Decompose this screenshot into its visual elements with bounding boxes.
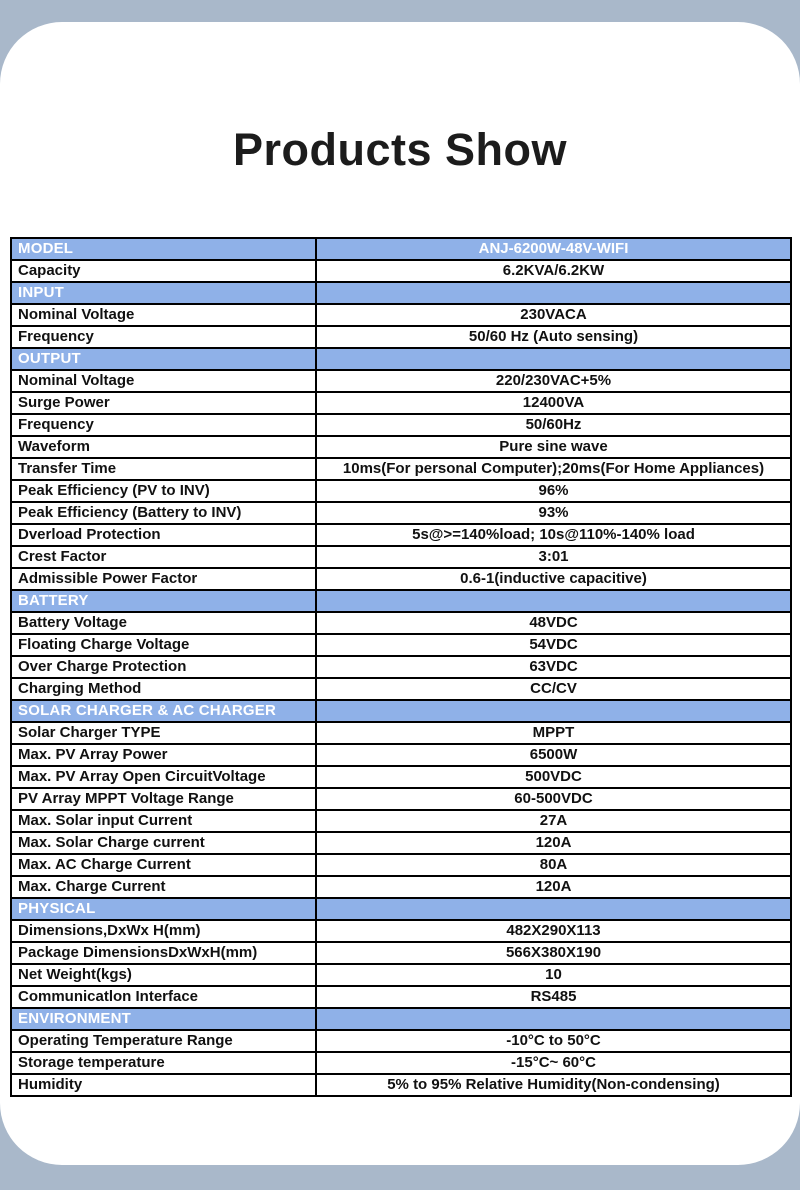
spec-label: Frequency: [11, 326, 316, 348]
spec-value: 5% to 95% Relative Humidity(Non-condensing): [316, 1074, 791, 1096]
spec-row: [11, 458, 791, 480]
section-header-label: INPUT: [11, 282, 316, 304]
section-header-label: PHYSICAL: [11, 898, 316, 920]
spec-label: Frequency: [11, 414, 316, 436]
spec-row: [11, 1052, 791, 1074]
spec-label: Transfer Time: [11, 458, 316, 480]
section-header-label: MODEL: [11, 238, 316, 260]
spec-table: [10, 237, 792, 1097]
spec-value: CC/CV: [316, 678, 791, 700]
spec-row: [11, 524, 791, 546]
spec-value: 96%: [316, 480, 791, 502]
spec-label: Dimensions,DxWx H(mm): [11, 920, 316, 942]
spec-label: Waveform: [11, 436, 316, 458]
spec-label: Peak Efficiency (Battery to INV): [11, 502, 316, 524]
spec-row: [11, 546, 791, 568]
section-header-value: [316, 898, 791, 920]
spec-row: [11, 656, 791, 678]
section-header-row: [11, 898, 791, 920]
spec-row: [11, 392, 791, 414]
spec-label: Floating Charge Voltage: [11, 634, 316, 656]
spec-value: Pure sine wave: [316, 436, 791, 458]
spec-label: Admissible Power Factor: [11, 568, 316, 590]
spec-row: [11, 568, 791, 590]
section-header-label: ENVIRONMENT: [11, 1008, 316, 1030]
spec-label: Max. PV Array Open CircuitVoltage: [11, 766, 316, 788]
spec-row: [11, 766, 791, 788]
spec-table-body: [11, 238, 791, 1096]
spec-row: [11, 854, 791, 876]
section-header-row: [11, 700, 791, 722]
spec-value: 230VACA: [316, 304, 791, 326]
spec-value: 120A: [316, 876, 791, 898]
spec-row: [11, 1030, 791, 1052]
spec-value: 482X290X113: [316, 920, 791, 942]
spec-value: 566X380X190: [316, 942, 791, 964]
section-header-label: SOLAR CHARGER & AC CHARGER: [11, 700, 316, 722]
spec-row: [11, 502, 791, 524]
spec-value: RS485: [316, 986, 791, 1008]
spec-value: 6500W: [316, 744, 791, 766]
section-header-value: [316, 590, 791, 612]
spec-label: Max. Solar Charge current: [11, 832, 316, 854]
section-header-value: ANJ-6200W-48V-WIFI: [316, 238, 791, 260]
spec-label: Nominal Voltage: [11, 370, 316, 392]
spec-row: [11, 986, 791, 1008]
spec-row: [11, 436, 791, 458]
spec-label: Communicatlon Interface: [11, 986, 316, 1008]
spec-value: MPPT: [316, 722, 791, 744]
spec-value: 93%: [316, 502, 791, 524]
spec-value: 48VDC: [316, 612, 791, 634]
spec-label: Max. Charge Current: [11, 876, 316, 898]
spec-row: [11, 722, 791, 744]
spec-label: Over Charge Protection: [11, 656, 316, 678]
spec-row: [11, 370, 791, 392]
section-header-value: [316, 700, 791, 722]
spec-value: -15°C~ 60°C: [316, 1052, 791, 1074]
spec-row: [11, 964, 791, 986]
spec-value: 10ms(For personal Computer);20ms(For Home Appliances): [316, 458, 791, 480]
spec-label: Capacity: [11, 260, 316, 282]
spec-value: 3:01: [316, 546, 791, 568]
spec-value: 63VDC: [316, 656, 791, 678]
spec-label: Max. Solar input Current: [11, 810, 316, 832]
section-header-value: [316, 282, 791, 304]
spec-label: Max. PV Array Power: [11, 744, 316, 766]
spec-row: [11, 414, 791, 436]
spec-label: Max. AC Charge Current: [11, 854, 316, 876]
spec-row: [11, 744, 791, 766]
section-header-label: OUTPUT: [11, 348, 316, 370]
spec-value: 27A: [316, 810, 791, 832]
spec-row: [11, 634, 791, 656]
section-header-value: [316, 1008, 791, 1030]
spec-row: [11, 480, 791, 502]
spec-row: [11, 1074, 791, 1096]
spec-value: 6.2KVA/6.2KW: [316, 260, 791, 282]
spec-value: 0.6-1(inductive capacitive): [316, 568, 791, 590]
page-title: Products Show: [232, 124, 568, 175]
section-header-row: [11, 282, 791, 304]
section-header-row: [11, 1008, 791, 1030]
spec-row: [11, 788, 791, 810]
section-header-row: [11, 590, 791, 612]
spec-row: [11, 920, 791, 942]
spec-row: [11, 304, 791, 326]
spec-row: [11, 612, 791, 634]
spec-row: [11, 678, 791, 700]
section-header-value: [316, 348, 791, 370]
spec-label: Peak Efficiency (PV to INV): [11, 480, 316, 502]
spec-label: PV Array MPPT Voltage Range: [11, 788, 316, 810]
spec-value: 50/60 Hz (Auto sensing): [316, 326, 791, 348]
spec-label: Net Weight(kgs): [11, 964, 316, 986]
spec-label: Charging Method: [11, 678, 316, 700]
section-header-label: BATTERY: [11, 590, 316, 612]
spec-label: Solar Charger TYPE: [11, 722, 316, 744]
spec-value: 10: [316, 964, 791, 986]
spec-row: [11, 832, 791, 854]
spec-value: 80A: [316, 854, 791, 876]
spec-row: [11, 876, 791, 898]
product-card: [0, 22, 800, 1165]
spec-value: 60-500VDC: [316, 788, 791, 810]
spec-label: Humidity: [11, 1074, 316, 1096]
spec-label: Battery Voltage: [11, 612, 316, 634]
spec-label: Dverload Protection: [11, 524, 316, 546]
section-header-row: [11, 238, 791, 260]
spec-value: 500VDC: [316, 766, 791, 788]
spec-label: Nominal Voltage: [11, 304, 316, 326]
spec-value: 5s@>=140%load; 10s@110%-140% load: [316, 524, 791, 546]
spec-label: Crest Factor: [11, 546, 316, 568]
spec-label: Package DimensionsDxWxH(mm): [11, 942, 316, 964]
spec-row: [11, 326, 791, 348]
spec-value: 12400VA: [316, 392, 791, 414]
spec-row: [11, 810, 791, 832]
spec-label: Operating Temperature Range: [11, 1030, 316, 1052]
spec-value: 54VDC: [316, 634, 791, 656]
spec-label: Storage temperature: [11, 1052, 316, 1074]
spec-row: [11, 942, 791, 964]
spec-value: -10°C to 50°C: [316, 1030, 791, 1052]
spec-value: 220/230VAC+5%: [316, 370, 791, 392]
spec-value: 50/60Hz: [316, 414, 791, 436]
spec-label: Surge Power: [11, 392, 316, 414]
section-header-row: [11, 348, 791, 370]
spec-value: 120A: [316, 832, 791, 854]
spec-row: [11, 260, 791, 282]
